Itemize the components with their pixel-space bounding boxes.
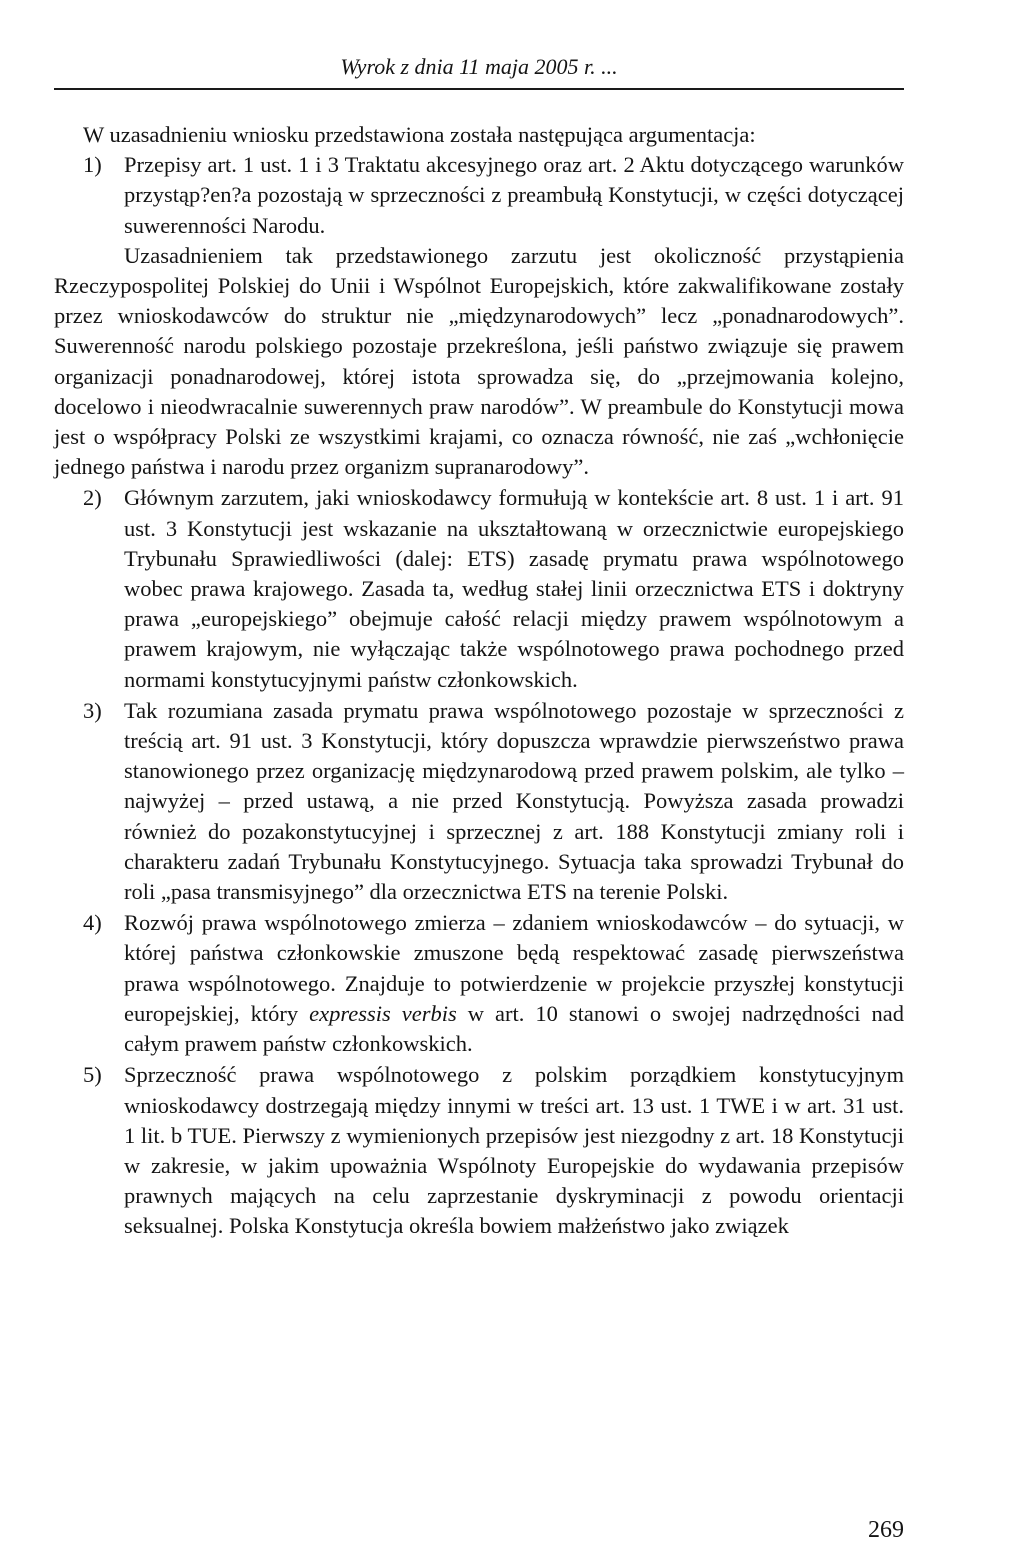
list-item-text: Tak rozumiana zasada prymatu prawa wspólnotowego pozostaje w sprzeczności z treścią art. 91 ust. 3 Konstytucji, który dopuszcza wprawdzie pierwszeństwo prawa stanowionego przez organizację międzynarodową przed prawem polskim, ale tylko – najwyżej – przed ustawą, a nie przed Konstytucją. Powyższa zasada prowadzi również do pozakonstytucyjnej i sprzecznej z art. 188 Konstytucji zmiany roli i charakteru zadań Trybunału Konstytucyjnego. Sytuacja taka sprowadzi Trybunał do roli „pasa transmisyjnego” dla orzecznictwa ETS na terenie Polski. [124,697,904,905]
list-item-4 [54,908,904,1059]
list-item-number: 5) [83,1062,102,1088]
list-item-text [124,908,904,1059]
intro-paragraph: W uzasadnieniu wniosku przedstawiona została następująca argumentacja: [83,122,756,147]
header-rule [54,88,904,90]
list-item-1 [54,150,904,482]
list-item-number: 1) [83,152,102,178]
document-body [54,120,904,1243]
list-item-text: Głównym zarzutem, jaki wnioskodawcy formułują w kontekście art. 8 ust. 1 i art. 91 ust. 3 Konstytucji jest wskazanie na ukształtowaną w orzecznictwie europejskiego Trybunału Sprawiedliwości (dalej: ETS) zasadę prymatu prawa wspólnotowego wobec prawa krajowego. Zasada ta, według stałej linii orzecznictwa ETS i doktryny prawa „europejskiego” obejmuje całość relacji między prawem wspólnotowym a prawem krajowym, nie wyłączając także wspólnotowego prawa pochodnego przed normami konstytucyjnymi państw członkowskich. [124,485,904,692]
list-item-5 [54,1060,904,1241]
latin-phrase: expressis verbis [309,1000,457,1026]
list-item-text: Przepisy art. 1 ust. 1 i 3 Traktatu akcesyjnego oraz art. 2 Aktu dotyczącego warunków przystąp?en?a pozostają w sprzeczności z preambułą Konstytucji, w części dotyczącej suwerenności Narodu. [124,152,904,238]
running-header: Wyrok z dnia 11 maja 2005 r. ... [340,54,618,79]
list-item-number: 3) [83,697,102,723]
list-item-2 [54,483,904,694]
text-segment: w art. 10 stanowi o swojej nadrzędności nad całym prawem państw członkowskich. [124,1000,904,1057]
list-item-text: Sprzeczność prawa wspólnotowego z polskim porządkiem konstytucyjnym wnioskodawcy dostrzegają między innymi w treści art. 13 ust. 1 TWE i w art. 31 ust. 1 lit. b TUE. Pierwszy z wymienionych przepisów jest niezgodny z art. 18 Konstytucji w zakresie, w jakim upoważnia Wspólnoty Europejskie do wydawania przepisów prawnych mających na celu zaprzestanie dyskryminacji z powodu orientacji seksualnej. Polska Konstytucja określa bowiem małżeństwo jako związek [124,1062,904,1239]
list-item-continuation: Uzasadnieniem tak przedstawionego zarzutu jest okoliczność przystąpienia Rzeczypospolitej Polskiej do Unii i Wspólnot Europejskich, które zakwalifikowane zostały przez wnioskodawców do struktur nie „międzynarodowych” lecz „ponadnarodowych”. Suwerenność narodu polskiego pozostaje przekreślona, jeśli państwo związuje się prawem organizacji ponadnarodowej, której istota sprowadza się, do „przejmowania kolejno, docelowo i nieodwracalnie suwerennych praw narodów”. W preambule do Konstytucji mowa jest o współpracy Polski ze wszystkimi krajami, co oznacza równość, nie zaś „wchłonięcie jednego państwa i narodu przez organizm supranarodowy”. [54,242,904,480]
list-item-number: 4) [83,910,102,936]
text-segment: Rozwój prawa wspólnotowego zmierza – zdaniem wnioskodawców – do sytuacji, w której państwa członkowskie zmuszone będą respektować zasadę pierwszeństwa prawa wspólnotowego. Znajduje to potwierdzenie w projekcie przyszłej konstytucji europejskiej, który [124,910,904,1026]
list-item-3 [54,696,904,907]
list-item-number: 2) [83,485,102,511]
page-number: 269 [868,1517,904,1543]
